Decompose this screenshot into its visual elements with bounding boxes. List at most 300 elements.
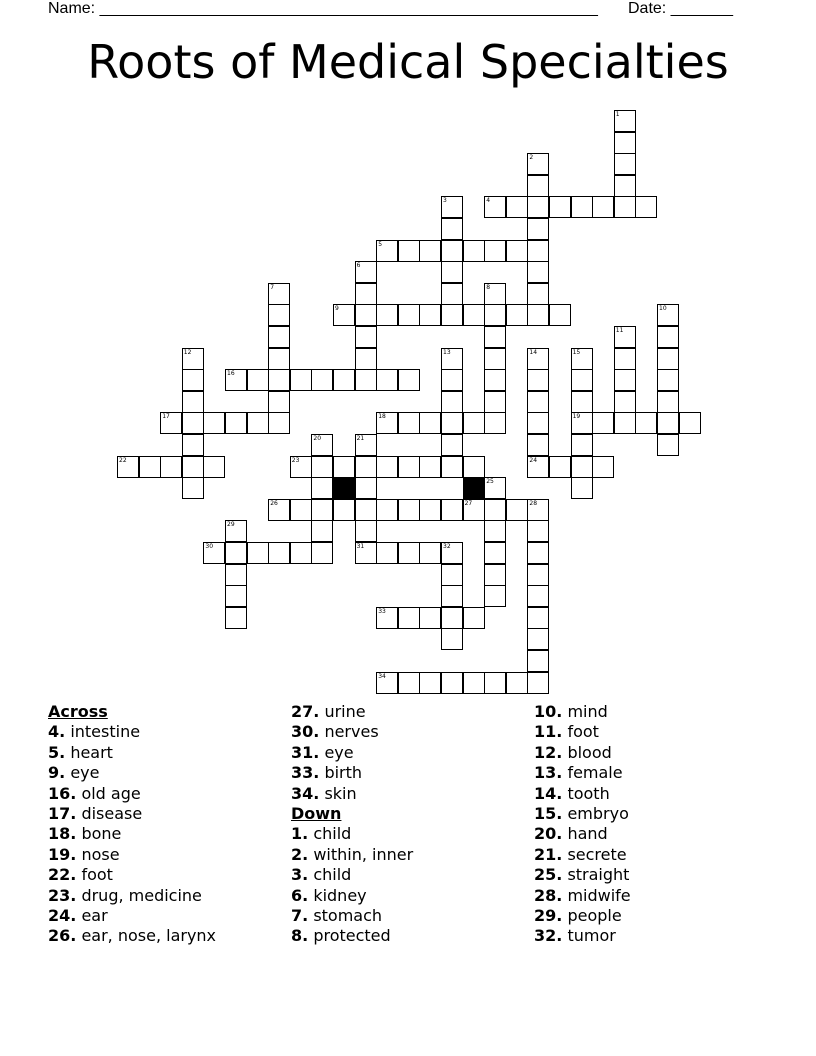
grid-cell[interactable]: [160, 456, 182, 478]
grid-cell[interactable]: [527, 628, 549, 650]
grid-cell[interactable]: [247, 542, 269, 564]
grid-cell[interactable]: [419, 304, 441, 326]
clue-item-number: 22.: [48, 865, 77, 885]
grid-cell[interactable]: [463, 412, 485, 434]
clue-item-number: 21.: [534, 844, 563, 864]
clue-item-text: midwife: [567, 885, 631, 905]
clue-column-1: [48, 702, 216, 947]
grid-cell[interactable]: [311, 477, 333, 499]
clue-item-number: 2.: [291, 844, 309, 864]
grid-cell[interactable]: [441, 434, 463, 456]
clue-number: 21: [356, 435, 365, 442]
grid-cell[interactable]: [268, 283, 290, 305]
grid-cell[interactable]: [614, 132, 636, 154]
grid-cell[interactable]: [268, 304, 290, 326]
grid-cell[interactable]: [679, 412, 701, 434]
grid-cell[interactable]: [225, 607, 247, 629]
clue-number: 2: [529, 154, 534, 162]
clue-item: [534, 824, 631, 844]
clue-item-text: tooth: [567, 783, 610, 803]
clue-number: 3: [443, 197, 447, 205]
clue-item: [534, 702, 631, 722]
clue-item-number: 28.: [534, 885, 563, 905]
grid-cell[interactable]: [290, 369, 312, 391]
grid-cell[interactable]: [182, 477, 204, 499]
grid-cell[interactable]: [484, 672, 506, 694]
clue-number: 17: [162, 413, 170, 421]
grid-cell[interactable]: [247, 369, 269, 391]
grid-cell[interactable]: [527, 650, 549, 672]
grid-cell[interactable]: [484, 499, 506, 521]
grid-cell[interactable]: [333, 369, 355, 391]
grid-cell[interactable]: [463, 499, 485, 521]
grid-cell[interactable]: [484, 240, 506, 262]
grid-cell[interactable]: [527, 218, 549, 240]
clue-number: 4: [486, 197, 491, 205]
grid-cell[interactable]: [247, 412, 269, 434]
clue-number: 7: [270, 283, 275, 291]
grid-cell[interactable]: [268, 391, 290, 413]
clue-number: 32: [443, 543, 451, 550]
grid-cell[interactable]: [419, 672, 441, 694]
grid-cell[interactable]: [484, 412, 506, 434]
grid-cell[interactable]: [398, 369, 420, 391]
clue-item-number: 14.: [534, 783, 563, 803]
grid-cell[interactable]: [441, 218, 463, 240]
clue-item-text: nose: [81, 844, 120, 864]
grid-cell[interactable]: [614, 153, 636, 175]
grid-cell[interactable]: [376, 304, 398, 326]
grid-cell[interactable]: [614, 391, 636, 413]
clue-item-number: 30.: [291, 722, 320, 742]
grid-cell[interactable]: [376, 672, 398, 694]
grid-cell[interactable]: [441, 628, 463, 650]
clue-item-number: 13.: [534, 763, 563, 783]
grid-cell[interactable]: [484, 369, 506, 391]
grid-cell[interactable]: [376, 542, 398, 564]
grid-cell[interactable]: [182, 434, 204, 456]
grid-cell[interactable]: [571, 348, 593, 370]
grid-cell[interactable]: [355, 369, 377, 391]
clue-item-text: disease: [81, 804, 143, 824]
clue-item: [291, 886, 413, 906]
clue-item-number: 24.: [48, 906, 77, 926]
grid-cell[interactable]: [419, 499, 441, 521]
grid-cell[interactable]: [268, 326, 290, 348]
clue-item-number: 17.: [48, 804, 77, 824]
grid-cell[interactable]: [398, 607, 420, 629]
grid-cell[interactable]: [441, 585, 463, 607]
grid-cell[interactable]: [225, 564, 247, 586]
grid-cell[interactable]: [614, 175, 636, 197]
grid-cell[interactable]: [571, 477, 593, 499]
grid-cell[interactable]: [376, 369, 398, 391]
grid-cell[interactable]: [225, 369, 247, 391]
clue-item-number: 29.: [534, 906, 563, 926]
grid-cell[interactable]: [484, 283, 506, 305]
grid-cell[interactable]: [398, 456, 420, 478]
clue-number: 15: [572, 348, 581, 356]
clue-item: [48, 743, 216, 763]
grid-cell[interactable]: [333, 456, 355, 478]
clue-item-text: eye: [324, 742, 354, 762]
grid-cell[interactable]: [527, 348, 549, 370]
clue-item-number: 20.: [534, 824, 563, 844]
grid-cell[interactable]: [182, 456, 204, 478]
clue-number: 11: [615, 327, 624, 334]
grid-cell[interactable]: [203, 456, 225, 478]
grid-cell[interactable]: [398, 304, 420, 326]
clue-number: 24: [529, 456, 538, 464]
grid-cell[interactable]: [225, 542, 247, 564]
grid-cell[interactable]: [225, 412, 247, 434]
grid-cell[interactable]: [441, 456, 463, 478]
grid-cell[interactable]: [549, 456, 571, 478]
grid-cell[interactable]: [290, 456, 312, 478]
clue-number: 1: [615, 111, 620, 118]
grid-cell[interactable]: [311, 369, 333, 391]
clue-number: 34: [378, 672, 386, 680]
clue-number: 9: [335, 305, 339, 313]
grid-cell[interactable]: [657, 412, 679, 434]
clue-item: [291, 702, 413, 722]
date-field-label: Date: _______: [628, 0, 733, 17]
grid-cell[interactable]: [419, 412, 441, 434]
clue-number: 16: [227, 370, 235, 378]
grid-cell[interactable]: [441, 542, 463, 564]
clue-item-text: female: [567, 763, 623, 783]
grid-cell[interactable]: [592, 456, 614, 478]
clue-item: [48, 763, 216, 783]
grid-cell[interactable]: [419, 240, 441, 262]
clue-item-text: blood: [567, 742, 612, 762]
grid-cell[interactable]: [441, 348, 463, 370]
grid-cell[interactable]: [571, 391, 593, 413]
grid-cell[interactable]: [182, 391, 204, 413]
clue-number: 26: [270, 499, 278, 507]
grid-cell[interactable]: [441, 672, 463, 694]
grid-cell[interactable]: [441, 499, 463, 521]
grid-cell[interactable]: [441, 261, 463, 283]
grid-cell[interactable]: [527, 520, 549, 542]
grid-cell[interactable]: [333, 499, 355, 521]
grid-cell[interactable]: [355, 456, 377, 478]
clue-item-text: tumor: [567, 926, 616, 946]
clue-item-text: ear, nose, larynx: [81, 926, 217, 946]
grid-cell[interactable]: [398, 412, 420, 434]
grid-cell[interactable]: [527, 564, 549, 586]
grid-cell[interactable]: [506, 240, 528, 262]
grid-cell[interactable]: [614, 110, 636, 132]
grid-cell[interactable]: [527, 283, 549, 305]
clue-item-number: 11.: [534, 722, 563, 742]
clue-item: [291, 743, 413, 763]
clue-number: 29: [227, 521, 235, 529]
grid-cell[interactable]: [463, 456, 485, 478]
clue-item: [291, 845, 413, 865]
grid-cell[interactable]: [160, 412, 182, 434]
clue-item: [534, 763, 631, 783]
clue-item: [48, 845, 216, 865]
grid-cell[interactable]: [527, 304, 549, 326]
grid-cell[interactable]: [571, 412, 593, 434]
clue-number: 18: [378, 413, 386, 421]
grid-cell[interactable]: [203, 412, 225, 434]
grid-cell[interactable]: [549, 304, 571, 326]
clue-number: 12: [183, 348, 192, 356]
grid-cell[interactable]: [203, 542, 225, 564]
grid-cell[interactable]: [527, 412, 549, 434]
black-square: [333, 477, 355, 499]
grid-cell[interactable]: [614, 412, 636, 434]
grid-cell[interactable]: [592, 196, 614, 218]
clue-item: [48, 804, 216, 824]
grid-cell[interactable]: [355, 283, 377, 305]
grid-cell[interactable]: [484, 520, 506, 542]
grid-cell[interactable]: [506, 196, 528, 218]
clue-item: [291, 722, 413, 742]
grid-cell[interactable]: [311, 434, 333, 456]
grid-cell[interactable]: [527, 607, 549, 629]
grid-cell[interactable]: [355, 477, 377, 499]
grid-cell[interactable]: [355, 499, 377, 521]
grid-cell[interactable]: [657, 369, 679, 391]
clue-item: [291, 763, 413, 783]
grid-cell[interactable]: [527, 672, 549, 694]
grid-cell[interactable]: [484, 196, 506, 218]
clue-item: [48, 784, 216, 804]
grid-cell[interactable]: [225, 585, 247, 607]
grid-cell[interactable]: [527, 261, 549, 283]
grid-cell[interactable]: [441, 196, 463, 218]
grid-cell[interactable]: [614, 326, 636, 348]
clue-item-number: 32.: [534, 926, 563, 946]
grid-cell[interactable]: [441, 369, 463, 391]
grid-cell[interactable]: [527, 153, 549, 175]
grid-cell[interactable]: [376, 412, 398, 434]
clue-item-number: 33.: [291, 763, 320, 783]
grid-cell[interactable]: [290, 499, 312, 521]
clue-item: [534, 784, 631, 804]
grid-cell[interactable]: [441, 240, 463, 262]
clue-item-text: secrete: [567, 844, 627, 864]
grid-cell[interactable]: [311, 542, 333, 564]
clue-item-number: 9.: [48, 763, 66, 783]
clue-item-number: 27.: [291, 702, 320, 721]
grid-cell[interactable]: [419, 607, 441, 629]
clue-item: [291, 865, 413, 885]
grid-cell[interactable]: [355, 261, 377, 283]
grid-cell[interactable]: [355, 326, 377, 348]
grid-cell[interactable]: [527, 434, 549, 456]
grid-cell[interactable]: [441, 304, 463, 326]
clue-item-text: hand: [567, 824, 608, 844]
clue-item: [534, 743, 631, 763]
grid-cell[interactable]: [398, 499, 420, 521]
clue-item: [534, 886, 631, 906]
clue-item: [534, 845, 631, 865]
grid-cell[interactable]: [614, 196, 636, 218]
grid-cell[interactable]: [398, 240, 420, 262]
grid-cell[interactable]: [527, 456, 549, 478]
grid-cell[interactable]: [484, 477, 506, 499]
grid-cell[interactable]: [484, 585, 506, 607]
grid-cell[interactable]: [484, 564, 506, 586]
clue-item-text: protected: [313, 926, 391, 946]
grid-cell[interactable]: [441, 564, 463, 586]
grid-cell[interactable]: [635, 412, 657, 434]
clue-item-text: people: [567, 906, 622, 926]
grid-cell[interactable]: [376, 456, 398, 478]
grid-cell[interactable]: [614, 369, 636, 391]
clue-item-number: 5.: [48, 742, 66, 762]
grid-cell[interactable]: [527, 240, 549, 262]
grid-cell[interactable]: [571, 434, 593, 456]
grid-cell[interactable]: [463, 304, 485, 326]
clue-item: [48, 722, 216, 742]
grid-cell[interactable]: [268, 412, 290, 434]
grid-cell[interactable]: [441, 283, 463, 305]
grid-cell[interactable]: [657, 348, 679, 370]
clue-item-text: stomach: [313, 906, 383, 926]
grid-cell[interactable]: [657, 304, 679, 326]
clue-item-number: 26.: [48, 926, 77, 946]
grid-cell[interactable]: [268, 542, 290, 564]
clue-item-text: intestine: [70, 722, 141, 742]
clue-number: 14: [529, 348, 538, 356]
grid-cell[interactable]: [376, 499, 398, 521]
grid-cell[interactable]: [225, 520, 247, 542]
grid-cell[interactable]: [635, 196, 657, 218]
grid-cell[interactable]: [463, 240, 485, 262]
clue-item-text: kidney: [313, 885, 367, 905]
grid-cell[interactable]: [463, 607, 485, 629]
grid-cell[interactable]: [657, 326, 679, 348]
grid-cell[interactable]: [463, 672, 485, 694]
grid-cell[interactable]: [549, 196, 571, 218]
grid-cell[interactable]: [182, 348, 204, 370]
clue-item-text: mind: [567, 702, 608, 721]
clue-item-number: 15.: [534, 804, 563, 824]
grid-cell[interactable]: [527, 542, 549, 564]
clue-item: [534, 926, 631, 946]
grid-cell[interactable]: [527, 585, 549, 607]
name-field-label: Name: ________________________________________________________: [48, 0, 598, 17]
clue-item: [48, 926, 216, 946]
grid-cell[interactable]: [311, 520, 333, 542]
black-square: [463, 477, 485, 499]
grid-cell[interactable]: [571, 196, 593, 218]
grid-cell[interactable]: [484, 542, 506, 564]
grid-cell[interactable]: [376, 607, 398, 629]
clue-item-number: 12.: [534, 742, 563, 762]
grid-cell[interactable]: [506, 304, 528, 326]
clue-number: 22: [119, 456, 127, 464]
grid-cell[interactable]: [268, 499, 290, 521]
clue-number: 28: [529, 499, 538, 507]
clue-number: 23: [291, 456, 300, 464]
grid-cell[interactable]: [355, 348, 377, 370]
grid-cell[interactable]: [527, 499, 549, 521]
grid-cell[interactable]: [117, 456, 139, 478]
grid-cell[interactable]: [182, 412, 204, 434]
clue-item: [291, 784, 413, 804]
grid-cell[interactable]: [419, 542, 441, 564]
grid-cell[interactable]: [355, 304, 377, 326]
grid-cell[interactable]: [506, 499, 528, 521]
clue-item-text: old age: [81, 783, 141, 803]
clue-item-number: 1.: [291, 824, 309, 844]
grid-cell[interactable]: [484, 326, 506, 348]
grid-cell[interactable]: [484, 391, 506, 413]
grid-cell[interactable]: [419, 456, 441, 478]
grid-cell[interactable]: [592, 412, 614, 434]
grid-cell[interactable]: [527, 175, 549, 197]
grid-cell[interactable]: [398, 672, 420, 694]
clue-item-number: 19.: [48, 844, 77, 864]
clue-item-text: urine: [324, 702, 366, 721]
clue-number: 5: [378, 240, 383, 248]
clue-item-number: 16.: [48, 783, 77, 803]
clue-item-number: 18.: [48, 824, 77, 844]
grid-cell[interactable]: [268, 369, 290, 391]
grid-cell[interactable]: [614, 348, 636, 370]
grid-cell[interactable]: [441, 412, 463, 434]
grid-cell[interactable]: [527, 196, 549, 218]
clue-item-number: 23.: [48, 885, 77, 905]
clue-item-number: 31.: [291, 742, 320, 762]
grid-cell[interactable]: [355, 434, 377, 456]
clue-item-text: eye: [70, 763, 100, 783]
grid-cell[interactable]: [268, 348, 290, 370]
grid-cell[interactable]: [355, 520, 377, 542]
grid-cell[interactable]: [527, 369, 549, 391]
clue-item: [48, 886, 216, 906]
grid-cell[interactable]: [355, 542, 377, 564]
grid-cell[interactable]: [657, 434, 679, 456]
clue-item-text: ear: [81, 906, 108, 926]
grid-cell[interactable]: [333, 304, 355, 326]
clue-item-text: child: [313, 824, 352, 844]
grid-cell[interactable]: [290, 542, 312, 564]
clue-item: [534, 865, 631, 885]
grid-cell[interactable]: [484, 348, 506, 370]
grid-cell[interactable]: [311, 456, 333, 478]
grid-cell[interactable]: [441, 391, 463, 413]
clue-number: 31: [356, 543, 365, 550]
clue-item-text: within, inner: [313, 844, 414, 864]
clue-item: [48, 865, 216, 885]
clue-item-number: 34.: [291, 783, 320, 803]
grid-cell[interactable]: [376, 240, 398, 262]
clue-item-number: 7.: [291, 906, 309, 926]
clue-item-text: foot: [81, 865, 113, 885]
clue-item-number: 3.: [291, 865, 309, 885]
clue-number: 13: [443, 348, 451, 356]
grid-cell[interactable]: [311, 499, 333, 521]
grid-cell[interactable]: [484, 304, 506, 326]
grid-cell[interactable]: [527, 391, 549, 413]
grid-cell[interactable]: [398, 542, 420, 564]
grid-cell[interactable]: [139, 456, 161, 478]
grid-cell[interactable]: [441, 607, 463, 629]
clue-item-number: 6.: [291, 885, 309, 905]
grid-cell[interactable]: [571, 369, 593, 391]
grid-cell[interactable]: [506, 672, 528, 694]
grid-cell[interactable]: [657, 391, 679, 413]
grid-cell[interactable]: [182, 369, 204, 391]
grid-cell[interactable]: [571, 456, 593, 478]
